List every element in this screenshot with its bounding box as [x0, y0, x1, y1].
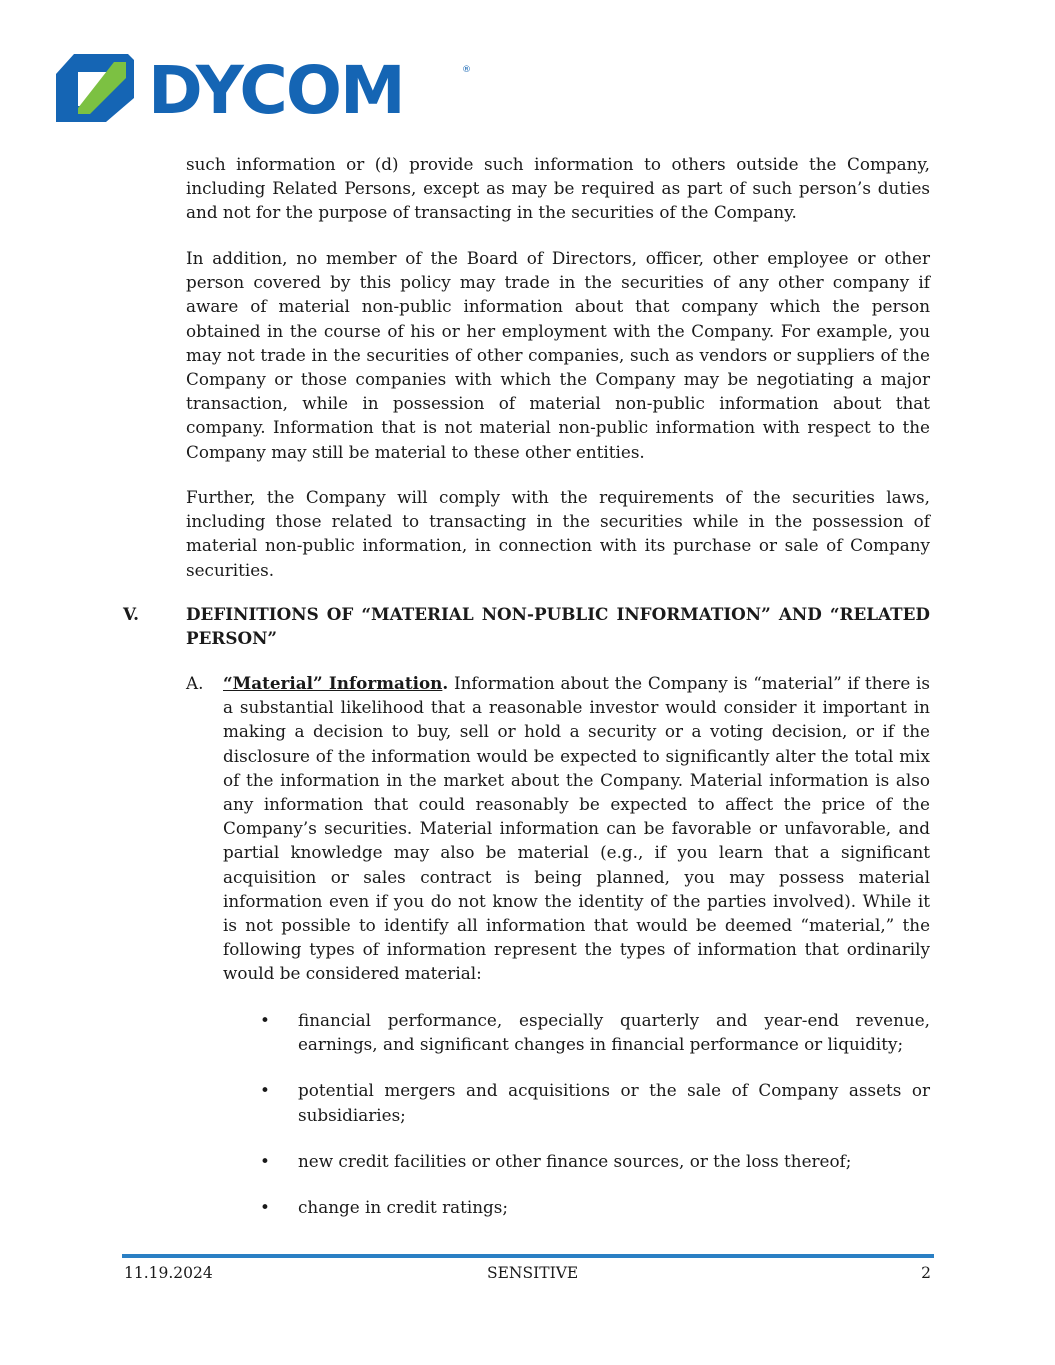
section-title: DEFINITIONS OF “MATERIAL NON-PUBLIC INFORMATION” AND “RELATED PERSON” — [186, 604, 930, 649]
bullet-icon: • — [260, 1010, 270, 1030]
subsection-title: “Material” Information — [223, 673, 443, 693]
footer-divider — [122, 1254, 934, 1258]
subsection-title-period: . — [442, 673, 449, 693]
list-item-text: change in credit ratings; — [298, 1197, 509, 1218]
bullet-icon: • — [260, 1080, 270, 1101]
dycom-logo — [56, 52, 476, 124]
paragraph-3: Further, the Company will comply with the requirements of the securities laws, including those related to transacting in the securities while in the possession of material non-public information, in connection with its purchase or sale of Company securities. — [186, 487, 930, 580]
list-item — [260, 1149, 930, 1173]
section-number: V. — [123, 604, 139, 624]
bullet-icon: • — [260, 1197, 270, 1218]
logo-registered-mark: ® — [462, 65, 471, 75]
list-item — [260, 1078, 930, 1126]
footer-classification: SENSITIVE — [487, 1264, 579, 1282]
logo-wordmark: DYCOM — [148, 52, 404, 124]
list-item-text: potential mergers and acquisitions or the sale of Company assets or subsidiaries; — [298, 1080, 930, 1125]
subsection-text: Information about the Company is “material” if there is a substantial likelihood that a reasonable investor would consider it important in making a decision to buy, sell or hold a security or a voting decision, or if the disclosure of the information would be expected to significantly alter the total mix of the information in the market about the Company. Material information is also any information that could reasonably be expected to affect the price of the Company’s securities. Material information can be favorable or unfavorable, and partial knowledge may also be material (e.g., if you learn that a significant acquisition or sales contract is being planned, you may possess material information even if you do not know the identity of the parties involved). While it is not possible to identify all information that would be deemed “material,” the following types of information represent the types of information that ordinarily would be considered material: — [223, 673, 930, 984]
dycom-logo-graphic — [56, 52, 476, 124]
subsection-label: A. — [186, 673, 204, 693]
list-item-text: new credit facilities or other finance sources, or the loss thereof; — [298, 1150, 852, 1171]
paragraph-1: such information or (d) provide such information to others outside the Company, including Related Persons, except as may be required as part of such person’s duties and not for the purpose of transacting in the securities of the Company. — [186, 154, 930, 223]
subsection-paragraph — [223, 671, 930, 986]
page-number: 2 — [921, 1264, 931, 1282]
list-item-text: financial performance, especially quarterly and year-end revenue, earnings, and significant changes in financial performance or liquidity; — [298, 1010, 930, 1055]
list-item — [260, 1195, 930, 1219]
footer-date: 11.19.2024 — [124, 1264, 213, 1282]
bullet-icon: • — [260, 1150, 270, 1171]
list-item — [260, 1008, 930, 1056]
material-info-list — [260, 1008, 930, 1241]
paragraph-2: In addition, no member of the Board of Directors, officer, other employee or other person covered by this policy may trade in the securities of any other company if aware of material non-public information about that company which the person obtained in the course of his or her employment with the Company. For example, you may not trade in the securities of other companies, such as vendors or suppliers of the Company or those companies with which the Company may be negotiating a major transaction, while in possession of material non-public information about that company. Information that is not material non-public information with respect to the Company may still be material to these other entities. — [186, 248, 930, 462]
